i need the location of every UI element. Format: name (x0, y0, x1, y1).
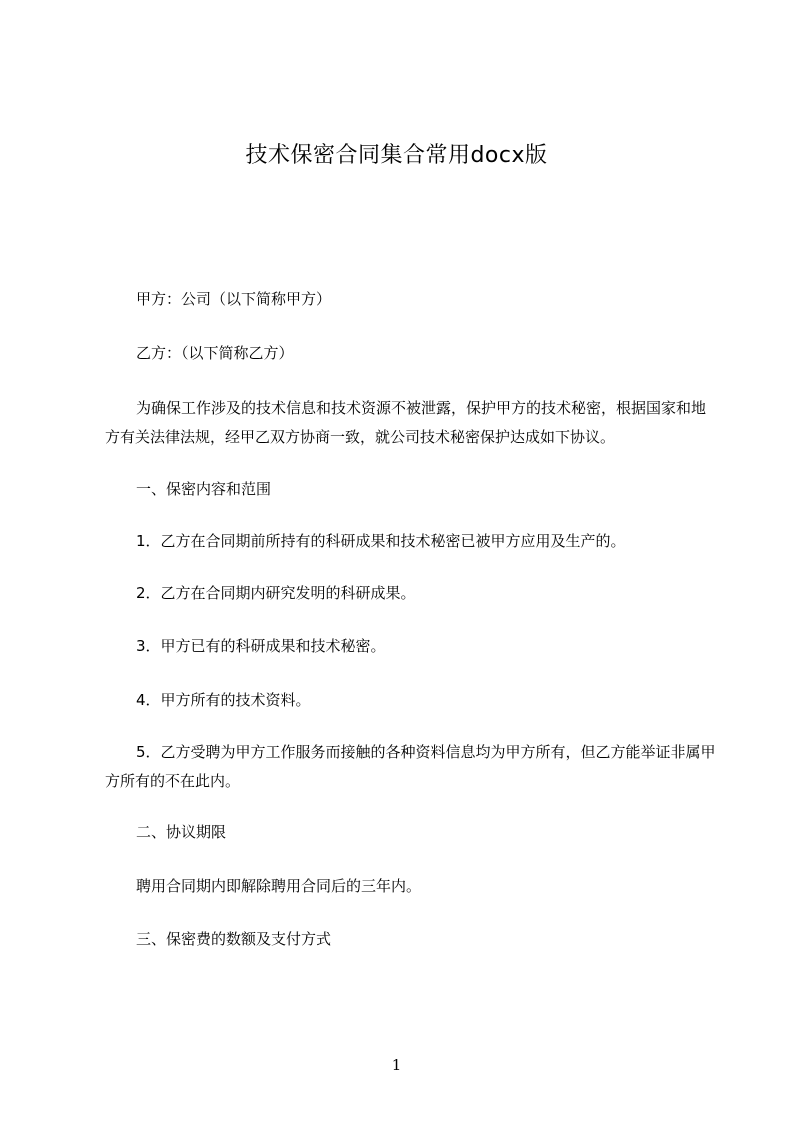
party-b-line: 乙方：（以下简称乙方） (136, 344, 294, 362)
section-2-body: 聘用合同期内即解除聘用合同后的三年内。 (136, 877, 422, 895)
section-3-heading: 三、保密费的数额及支付方式 (136, 930, 332, 948)
section-1-heading: 一、保密内容和范围 (136, 480, 272, 498)
document-title: 技术保密合同集合常用docx版 (245, 143, 548, 168)
section-1-item-1: 1．乙方在合同期前所持有的科研成果和技术秘密已被甲方应用及生产的。 (136, 532, 626, 550)
section-1-item-4: 4．甲方所有的技术资料。 (136, 691, 311, 709)
page-number: 1 (391, 1056, 402, 1074)
party-a-line: 甲方：公司（以下简称甲方） (136, 290, 332, 308)
preamble-paragraph: 为确保工作涉及的技术信息和技术资源不被泄露，保护甲方的技术秘密，根据国家和地方有关法律法规，经甲乙双方协商一致，就公司技术秘密保护达成如下协议。 (105, 399, 707, 446)
section-2-heading: 二、协议期限 (136, 823, 227, 841)
section-1-item-2: 2．乙方在合同期内研究发明的科研成果。 (136, 584, 416, 602)
section-1-item-5: 5．乙方受聘为甲方工作服务而接触的各种资料信息均为甲方所有，但乙方能举证非属甲方所有的不在此内。 (105, 743, 716, 790)
section-1-item-3: 3．甲方已有的科研成果和技术秘密。 (136, 637, 386, 655)
